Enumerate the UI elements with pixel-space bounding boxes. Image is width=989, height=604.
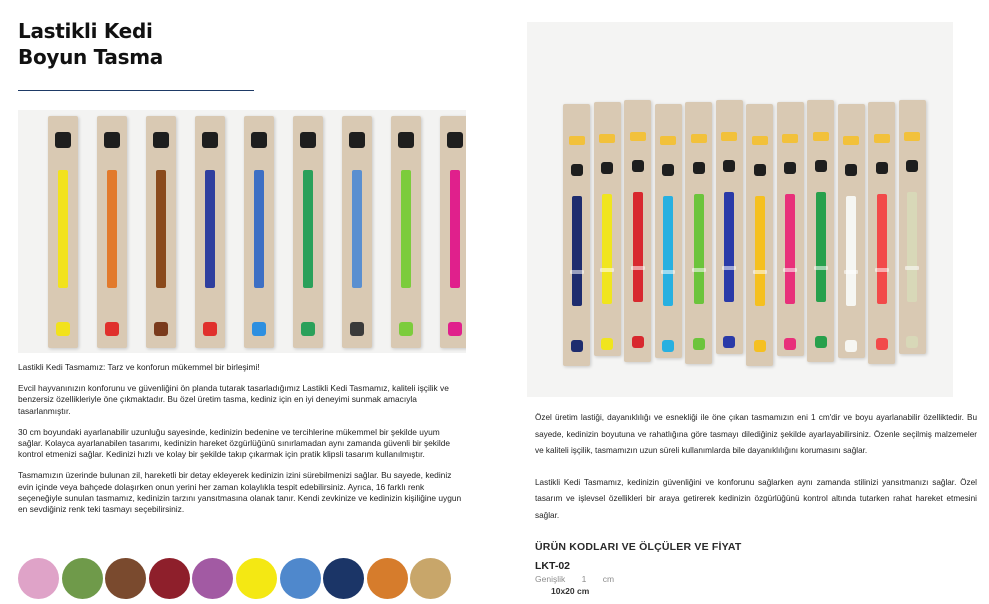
brand-badge bbox=[660, 136, 676, 145]
clip-icon bbox=[349, 132, 365, 148]
slider-icon bbox=[722, 266, 736, 270]
collar-package bbox=[624, 100, 651, 362]
color-swatch bbox=[410, 558, 451, 599]
clip-icon bbox=[153, 132, 169, 148]
collar-package bbox=[563, 104, 590, 366]
collar-strap bbox=[663, 196, 673, 306]
left-description bbox=[18, 362, 464, 525]
left-product-photo bbox=[18, 110, 466, 353]
brand-badge bbox=[691, 134, 707, 143]
slider-icon bbox=[692, 268, 706, 272]
left-paragraph-3: 30 cm boyundaki ayarlanabilir uzunluğu sayesinde, kedinizin bedenine ve tercihlerine mükemmel bir şekilde uyum sağlar. Kolayca ayarlanabilen tasarımı, kedinizin hareket özgürlüğünü sınırlamadan aynı zamanda güvenli bir şekilde kontrol etmenizi sağlar. Kedinizi hızlı ve kolay bir şekilde takıp çıkarmak için pratik klipsli tasarım kullanılmıştır. bbox=[18, 426, 451, 460]
collar-strap bbox=[694, 194, 704, 304]
clip-icon bbox=[251, 132, 267, 148]
slider-icon bbox=[600, 268, 614, 272]
brand-badge bbox=[904, 132, 920, 141]
slider-icon bbox=[814, 266, 828, 270]
brand-badge bbox=[721, 132, 737, 141]
collar-strap bbox=[450, 170, 460, 288]
buckle-icon bbox=[723, 336, 735, 348]
right-paragraph-1: Özel üretim lastiği, dayanıklılığı ve esnekliği ile öne çıkan tasmamızın eni 1 cm'dir ve boyu ayarlanabilir özelliktedir. Bu sayede, kedinizin boyutuna ve rahatlığına göre tasmayı dilediğiniz şekilde ayarlayabilirsiniz. Özenle seçilmiş malzemeler ve kaliteli işçilik, tasmamızın uzun süreli kullanımlarda bile dayanıklılığını korumasını sağlar. bbox=[535, 413, 977, 455]
bell-icon bbox=[784, 162, 796, 174]
collar-package bbox=[293, 116, 323, 348]
buckle-icon bbox=[571, 340, 583, 352]
collar-package bbox=[838, 104, 865, 358]
collar-strap bbox=[572, 196, 582, 306]
collar-package bbox=[195, 116, 225, 348]
collar-package bbox=[48, 116, 78, 348]
bell-icon bbox=[876, 162, 888, 174]
collar-strap bbox=[107, 170, 117, 288]
buckle-icon bbox=[662, 340, 674, 352]
bell-icon bbox=[845, 164, 857, 176]
collar-strap bbox=[846, 196, 856, 306]
width-label: Genişlik bbox=[535, 574, 566, 584]
collar-package bbox=[391, 116, 421, 348]
color-swatch bbox=[62, 558, 103, 599]
page-title bbox=[18, 18, 163, 70]
buckle-icon bbox=[845, 340, 857, 352]
collar-package bbox=[899, 100, 926, 354]
collar-package bbox=[777, 102, 804, 356]
collar-strap bbox=[633, 192, 643, 302]
slider-icon bbox=[631, 266, 645, 270]
brand-badge bbox=[752, 136, 768, 145]
clip-icon bbox=[202, 132, 218, 148]
right-product-photo bbox=[527, 22, 953, 397]
product-code: LKT-02 bbox=[535, 560, 571, 572]
color-swatch bbox=[105, 558, 146, 599]
slider-icon bbox=[570, 270, 584, 274]
bell-icon bbox=[754, 164, 766, 176]
slider-icon bbox=[875, 268, 889, 272]
clip-icon bbox=[300, 132, 316, 148]
collar-strap bbox=[755, 196, 765, 306]
color-swatch bbox=[149, 558, 190, 599]
slider-icon bbox=[905, 266, 919, 270]
buckle-icon bbox=[876, 338, 888, 350]
bell-icon bbox=[632, 160, 644, 172]
brand-badge bbox=[813, 132, 829, 141]
bell-icon bbox=[571, 164, 583, 176]
brand-badge bbox=[874, 134, 890, 143]
bell-icon bbox=[815, 160, 827, 172]
collar-strap bbox=[785, 194, 795, 304]
collar-package bbox=[716, 100, 743, 354]
buckle-icon bbox=[754, 340, 766, 352]
title-line-2: Boyun Tasma bbox=[18, 45, 163, 69]
buckle-icon bbox=[784, 338, 796, 350]
collar-strap bbox=[205, 170, 215, 288]
collar-strap bbox=[816, 192, 826, 302]
bell-icon bbox=[906, 160, 918, 172]
width-unit: cm bbox=[602, 574, 615, 584]
collar-package bbox=[655, 104, 682, 358]
buckle-icon bbox=[632, 336, 644, 348]
brand-badge bbox=[569, 136, 585, 145]
collar-package bbox=[342, 116, 372, 348]
collar-strap bbox=[401, 170, 411, 288]
color-swatch bbox=[367, 558, 408, 599]
clip-icon bbox=[104, 132, 120, 148]
color-swatch bbox=[323, 558, 364, 599]
right-paragraph-2: Lastikli Kedi Tasmamız, kedinizin güvenliğini ve konforunu sağlarken aynı zamanda stilinizi yansıtmanızı sağlar. Özel tasarım ve işlevsel özellikleri bir araya getirerek kedinizin özgürlüğünü kontrol altında tutarken rahat hareket etmesini sağlar. bbox=[535, 477, 977, 520]
buckle-icon bbox=[105, 322, 119, 336]
collar-strap bbox=[352, 170, 362, 288]
left-paragraph-4: Tasmamızın üzerinde bulunan zil, hareketli bir detay ekleyerek kedinizin izini sürebilmenizi sağlar. Bu sayede, kediniz evin içinde veya bahçede dolaşırken onun yerini her zaman kolaylıkla tespit edebilirsiniz. Ayrıca, 16 farklı renk seçeneğiyle sunulan tasmamız, kedinizin tarzını yansıtmasına olanak tanır. Kendi zevkinize ve kedinizin kişiliğine uygun en sevdiğiniz renk teki tasmayı seçebilirsiniz. bbox=[18, 470, 462, 515]
buckle-icon bbox=[601, 338, 613, 350]
collar-package bbox=[868, 102, 895, 364]
width-spec bbox=[535, 574, 628, 584]
collar-strap bbox=[254, 170, 264, 288]
buckle-icon bbox=[301, 322, 315, 336]
slider-icon bbox=[783, 268, 797, 272]
color-swatch bbox=[236, 558, 277, 599]
collar-strap bbox=[877, 194, 887, 304]
brand-badge bbox=[630, 132, 646, 141]
color-swatch bbox=[192, 558, 233, 599]
collar-strap bbox=[907, 192, 917, 302]
buckle-icon bbox=[56, 322, 70, 336]
buckle-icon bbox=[693, 338, 705, 350]
collar-package bbox=[746, 104, 773, 366]
slider-icon bbox=[753, 270, 767, 274]
brand-badge bbox=[782, 134, 798, 143]
product-size: 10x20 cm bbox=[551, 586, 590, 596]
width-value: 1 bbox=[581, 574, 587, 584]
collar-package bbox=[807, 100, 834, 362]
brand-badge bbox=[843, 136, 859, 145]
left-paragraph-1: Lastikli Kedi Tasmamız: Tarz ve konforun mükemmel bir birleşimi! bbox=[18, 362, 260, 372]
collar-strap bbox=[724, 192, 734, 302]
buckle-icon bbox=[448, 322, 462, 336]
brand-badge bbox=[599, 134, 615, 143]
buckle-icon bbox=[154, 322, 168, 336]
buckle-icon bbox=[350, 322, 364, 336]
collar-package bbox=[97, 116, 127, 348]
product-section-title: ÜRÜN KODLARI VE ÖLÇÜLER VE FİYAT bbox=[535, 541, 742, 553]
left-paragraph-2: Evcil hayvanınızın konforunu ve güvenliğini ön planda tutarak tasarladığımız Lastikli Kedi Tasmamız, kaliteli işçilik ve benzersiz özellikleriyle öne çıkmaktadır. Bu özel üretim tasma, kediniz için en iyi deneyimi sunmak amacıyla tasarlanmıştır. bbox=[18, 383, 449, 416]
bell-icon bbox=[662, 164, 674, 176]
collar-package bbox=[244, 116, 274, 348]
collar-package bbox=[146, 116, 176, 348]
buckle-icon bbox=[399, 322, 413, 336]
title-line-1: Lastikli Kedi bbox=[18, 19, 153, 43]
collar-strap bbox=[602, 194, 612, 304]
color-swatch bbox=[18, 558, 59, 599]
collar-strap bbox=[156, 170, 166, 288]
color-swatch bbox=[280, 558, 321, 599]
bell-icon bbox=[723, 160, 735, 172]
bell-icon bbox=[601, 162, 613, 174]
title-divider bbox=[18, 90, 254, 91]
collar-package bbox=[440, 116, 466, 348]
buckle-icon bbox=[906, 336, 918, 348]
slider-icon bbox=[844, 270, 858, 274]
collar-package bbox=[685, 102, 712, 364]
collar-package bbox=[594, 102, 621, 356]
slider-icon bbox=[661, 270, 675, 274]
collar-strap bbox=[303, 170, 313, 288]
clip-icon bbox=[398, 132, 414, 148]
buckle-icon bbox=[203, 322, 217, 336]
buckle-icon bbox=[252, 322, 266, 336]
buckle-icon bbox=[815, 336, 827, 348]
bell-icon bbox=[693, 162, 705, 174]
clip-icon bbox=[447, 132, 463, 148]
right-description bbox=[535, 410, 977, 539]
collar-strap bbox=[58, 170, 68, 288]
clip-icon bbox=[55, 132, 71, 148]
